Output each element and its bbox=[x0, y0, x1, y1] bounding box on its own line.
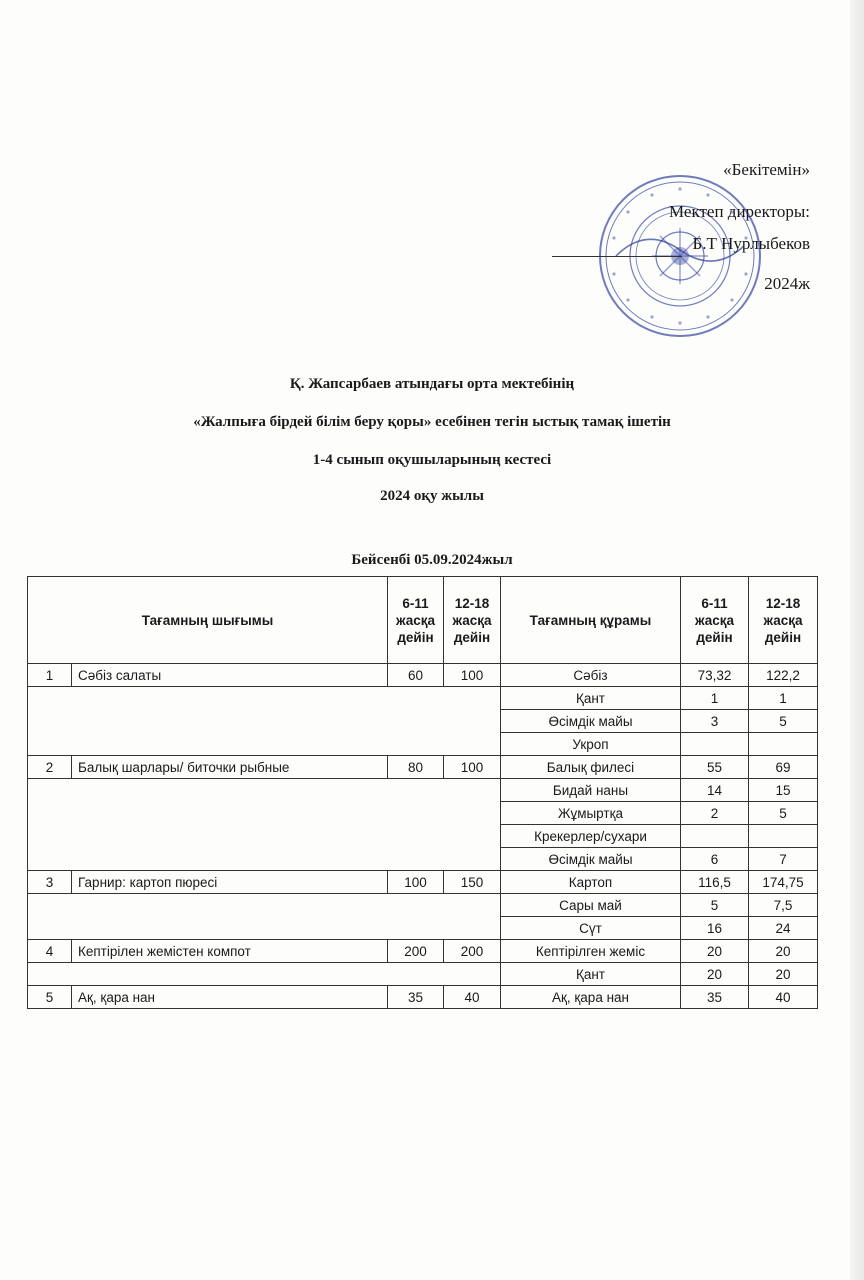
director-name: Б.Т Нурлыбеков bbox=[692, 234, 810, 253]
ingredient-amount-6-11: 14 bbox=[681, 779, 749, 802]
approval-title: «Бекітемін» bbox=[723, 160, 810, 179]
ingredient-name: Өсімдік майы bbox=[501, 710, 681, 733]
heading-line-2: «Жалпыға бірдей білім беру қоры» есебінен тегін ыстық тамақ ішетін bbox=[193, 414, 671, 430]
ingredient-amount-6-11: 6 bbox=[681, 848, 749, 871]
header-dish-output: Тағамның шығымы bbox=[28, 577, 388, 664]
header-age-12-18: 12-18 жасқа дейін bbox=[444, 577, 501, 664]
ingredient-amount-12-18: 20 bbox=[749, 940, 818, 963]
ingredient-amount-12-18: 20 bbox=[749, 963, 818, 986]
ingredient-amount-12-18: 7 bbox=[749, 848, 818, 871]
ingredient-amount-6-11: 1 bbox=[681, 687, 749, 710]
ingredient-name: Ақ, қара нан bbox=[501, 986, 681, 1009]
empty-merged-cell bbox=[28, 779, 501, 871]
ingredient-amount-6-11: 16 bbox=[681, 917, 749, 940]
dish-output-12-18: 100 bbox=[444, 664, 501, 687]
header-age-6-11: 6-11 жасқа дейін bbox=[388, 577, 444, 664]
ingredient-amount-12-18: 5 bbox=[749, 802, 818, 825]
ingredient-name: Сәбіз bbox=[501, 664, 681, 687]
ingredient-name: Жұмыртқа bbox=[501, 802, 681, 825]
dish-name: Гарнир: картоп пюресі bbox=[72, 871, 388, 894]
dish-output-6-11: 200 bbox=[388, 940, 444, 963]
ingredient-name: Кептірілген жеміс bbox=[501, 940, 681, 963]
signature-line bbox=[552, 256, 682, 257]
ingredient-amount-6-11 bbox=[681, 733, 749, 756]
ingredient-amount-6-11: 116,5 bbox=[681, 871, 749, 894]
ingredient-amount-6-11: 35 bbox=[681, 986, 749, 1009]
ingredient-name: Қант bbox=[501, 687, 681, 710]
ingredient-amount-12-18: 69 bbox=[749, 756, 818, 779]
dish-output-6-11: 100 bbox=[388, 871, 444, 894]
header-comp-12-18: 12-18 жасқа дейін bbox=[749, 577, 818, 664]
director-position: Мектеп директоры: bbox=[669, 202, 810, 221]
dish-number: 1 bbox=[28, 664, 72, 687]
dish-name: Балық шарлары/ биточки рыбные bbox=[72, 756, 388, 779]
ingredient-amount-12-18: 40 bbox=[749, 986, 818, 1009]
dish-output-6-11: 35 bbox=[388, 986, 444, 1009]
menu-table-body bbox=[28, 664, 818, 1009]
ingredient-name: Бидай наны bbox=[501, 779, 681, 802]
ingredient-amount-12-18: 24 bbox=[749, 917, 818, 940]
ingredient-amount-6-11: 20 bbox=[681, 940, 749, 963]
dish-name: Ақ, қара нан bbox=[72, 986, 388, 1009]
heading-line-4: 2024 оқу жылы bbox=[380, 488, 484, 504]
empty-merged-cell bbox=[28, 894, 501, 940]
page-edge bbox=[850, 0, 864, 1280]
ingredient-amount-12-18: 122,2 bbox=[749, 664, 818, 687]
menu-date: Бейсенбі 05.09.2024жыл bbox=[351, 552, 513, 568]
ingredient-amount-12-18: 7,5 bbox=[749, 894, 818, 917]
ingredient-name: Картоп bbox=[501, 871, 681, 894]
dish-output-12-18: 40 bbox=[444, 986, 501, 1009]
table-row bbox=[28, 779, 818, 802]
dish-number: 4 bbox=[28, 940, 72, 963]
menu-table bbox=[27, 576, 818, 1009]
dish-number: 2 bbox=[28, 756, 72, 779]
ingredient-amount-12-18: 1 bbox=[749, 687, 818, 710]
ingredient-name: Өсімдік майы bbox=[501, 848, 681, 871]
ingredient-amount-6-11: 20 bbox=[681, 963, 749, 986]
approval-year: 2024ж bbox=[764, 274, 810, 293]
ingredient-amount-6-11: 2 bbox=[681, 802, 749, 825]
ingredient-amount-12-18: 15 bbox=[749, 779, 818, 802]
dish-output-6-11: 60 bbox=[388, 664, 444, 687]
dish-number: 5 bbox=[28, 986, 72, 1009]
ingredient-amount-12-18 bbox=[749, 825, 818, 848]
table-header-row bbox=[28, 577, 818, 664]
ingredient-amount-6-11: 3 bbox=[681, 710, 749, 733]
dish-output-6-11: 80 bbox=[388, 756, 444, 779]
table-row bbox=[28, 986, 818, 1009]
table-row bbox=[28, 756, 818, 779]
ingredient-name: Балық филесі bbox=[501, 756, 681, 779]
heading-line-3: 1-4 сынып оқушыларының кестесі bbox=[312, 452, 552, 468]
dish-output-12-18: 150 bbox=[444, 871, 501, 894]
heading-line-1: Қ. Жапсарбаев атындағы орта мектебінің bbox=[289, 376, 575, 392]
header-composition: Тағамның құрамы bbox=[501, 577, 681, 664]
ingredient-amount-6-11: 73,32 bbox=[681, 664, 749, 687]
ingredient-name: Крекерлер/сухари bbox=[501, 825, 681, 848]
dish-number: 3 bbox=[28, 871, 72, 894]
dish-name: Кептірілен жемістен компот bbox=[72, 940, 388, 963]
header-comp-6-11: 6-11 жасқа дейін bbox=[681, 577, 749, 664]
ingredient-name: Сүт bbox=[501, 917, 681, 940]
table-row bbox=[28, 871, 818, 894]
empty-merged-cell bbox=[28, 687, 501, 756]
ingredient-amount-12-18 bbox=[749, 733, 818, 756]
table-row bbox=[28, 940, 818, 963]
ingredient-name: Сары май bbox=[501, 894, 681, 917]
ingredient-name: Қант bbox=[501, 963, 681, 986]
dish-output-12-18: 100 bbox=[444, 756, 501, 779]
ingredient-amount-12-18: 5 bbox=[749, 710, 818, 733]
ingredient-amount-12-18: 174,75 bbox=[749, 871, 818, 894]
ingredient-amount-6-11: 55 bbox=[681, 756, 749, 779]
dish-name: Сәбіз салаты bbox=[72, 664, 388, 687]
table-row bbox=[28, 664, 818, 687]
ingredient-amount-6-11 bbox=[681, 825, 749, 848]
table-row bbox=[28, 687, 818, 710]
table-row bbox=[28, 894, 818, 917]
ingredient-name: Укроп bbox=[501, 733, 681, 756]
dish-output-12-18: 200 bbox=[444, 940, 501, 963]
empty-merged-cell bbox=[28, 963, 501, 986]
table-row bbox=[28, 963, 818, 986]
ingredient-amount-6-11: 5 bbox=[681, 894, 749, 917]
